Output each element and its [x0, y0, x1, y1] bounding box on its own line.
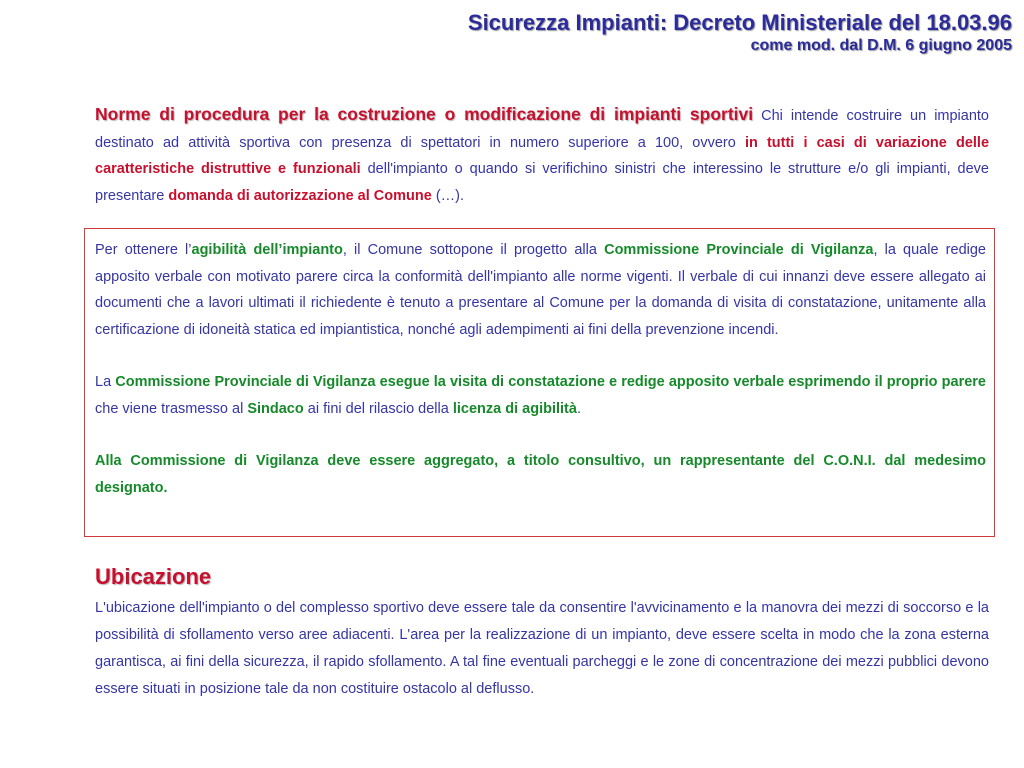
intro-text-1: Chi intende costruire un impianto destinato ad attività sportiva con presenza di spettatori in numero superiore a 100, ovvero: [95, 108, 989, 151]
commission-box: [84, 228, 995, 537]
intro-highlight-2: domanda di autorizzazione al Comune: [168, 187, 432, 204]
box-p2-text-4: .: [576, 400, 581, 417]
intro-text-2: dell'impianto o quando si verifichino sinistri che interessino le strutture e/o gli impianti, deve presentare: [95, 161, 989, 204]
intro-heading: Norme di procedura per la costruzione o modificazione di impianti sportivi: [95, 104, 754, 124]
box-p1-bold-1: agibilità dell’impianto: [191, 242, 343, 258]
intro-paragraph: [95, 101, 989, 209]
box-p2-bold-2: Sindaco: [247, 400, 304, 417]
box-paragraph-1: [95, 237, 986, 343]
box-paragraph-3: Alla Commissione di Vigilanza deve essere aggregato, a titolo consultivo, un rappresentante del C.O.N.I. dal medesimo designato.: [95, 453, 986, 496]
slide-header: [468, 10, 1012, 56]
box-p1-text-2: , il Comune sottopone il progetto alla: [342, 242, 605, 258]
box-p1-text-1: Per ottenere l’: [95, 242, 192, 258]
box-p2-bold-3: licenza di agibilità: [452, 400, 577, 417]
intro-text-3: (…).: [431, 187, 465, 204]
section-heading: Ubicazione: [95, 564, 212, 589]
box-p2-text-2: che viene trasmesso al: [95, 400, 248, 417]
section-body: L'ubicazione dell'impianto o del complesso sportivo deve essere tale da consentire l'avvicinamento e la manovra dei mezzi di soccorso e la possibilità di sfollamento verso aree adiacenti. L'area per la realizzazione di un impianto, deve essere scelta in modo che la zona esterna garantisca, ai fini della sicurezza, il rapido sfollamento. A tal fine eventuali parcheggi e le zone di concentrazione dei mezzi pubblici devono essere situati in posizione tale da non costituire ostacolo al deflusso.: [95, 600, 989, 697]
box-p1-bold-2: Commissione Provinciale di Vigilanza: [604, 242, 874, 258]
slide-title: Sicurezza Impianti: Decreto Ministeriale del 18.03.96: [467, 10, 1012, 35]
slide-subtitle: come mod. dal D.M. 6 giugno 2005: [750, 37, 1012, 54]
box-paragraph-2: [95, 369, 986, 422]
box-p2-bold-1: Commissione Provinciale di Vigilanza esegue la visita di constatazione e redige apposito verbale esprimendo il proprio parere: [115, 374, 986, 390]
box-p2-text-1: La: [95, 374, 116, 390]
box-p1-text-3: , la quale redige apposito verbale con motivato parere circa la conformità dell'impianto alle norme vigenti. Il verbale di cui innanzi deve essere allegato ai documenti che a lavori ultimati il richiedente è tenuto a presentare al Comune per la domanda di visita di constatazione, unitamente alla certificazione di idoneità statica ed impiantistica, nonché agli adempimenti ai fini della prevenzione incendi.: [95, 242, 986, 338]
box-p2-text-3: ai fini del rilascio della: [303, 400, 453, 417]
intro-highlight-1: in tutti i casi di variazione delle caratteristiche distruttive e funzionali: [95, 134, 990, 177]
ubicazione-section: [95, 563, 989, 703]
